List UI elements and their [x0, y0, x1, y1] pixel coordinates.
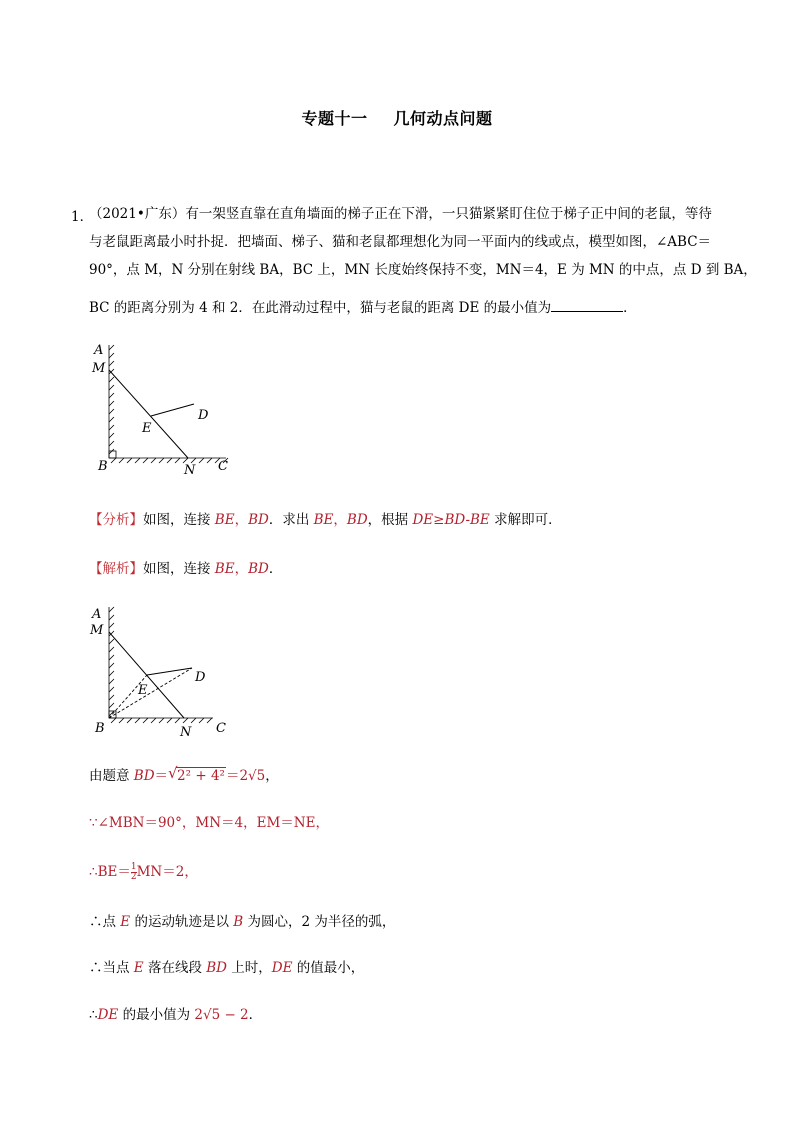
- analysis-bd: BD: [248, 512, 269, 528]
- question-line-1: （2021•广东）有一架竖直靠在直角墙面的梯子正在下滑，一只猫紧紧盯住位于梯子正中间的老鼠，等待: [89, 206, 712, 222]
- step-1-prefix: 由题意: [89, 768, 134, 784]
- step-4-b-vertex: B: [233, 914, 244, 930]
- step-3-a: ∴BE＝: [89, 864, 131, 880]
- label-m: M: [92, 361, 106, 376]
- final-answer: 2√5 − 2: [194, 1007, 249, 1023]
- step-4: [89, 912, 395, 932]
- label-a: A: [94, 343, 104, 358]
- label-d: D: [198, 408, 209, 423]
- step-3: [89, 862, 198, 882]
- analysis-inequality: DE≥BD-BE: [412, 512, 490, 528]
- solution-bd: BD: [248, 561, 269, 577]
- label-b-2: B: [95, 721, 105, 736]
- figure-1: [88, 340, 248, 480]
- wall-hatching-2: [109, 607, 213, 723]
- label-m-2: M: [90, 623, 104, 638]
- step-5: [89, 958, 364, 978]
- right-angle-marker: [109, 451, 116, 458]
- question-line-4-text: BC 的距离分别为 4 和 2．在此滑动过程中，猫与老鼠的距离 DE 的最小值为: [89, 300, 552, 316]
- solution-sep: ，: [234, 561, 249, 577]
- solution-text: 如图，连接: [143, 561, 215, 577]
- step-1-radical: √ 2² + 4²: [168, 764, 225, 784]
- step-6-a: ∴: [89, 1007, 98, 1023]
- question-line-3: 90°，点 M，N 分别在射线 BA，BC 上，MN 长度始终保持不变，MN＝4，E 为 MN 的中点，点 D 到 BA，: [89, 262, 757, 278]
- label-n: N: [184, 463, 196, 478]
- label-e-2: E: [138, 683, 148, 698]
- solution-line: [89, 559, 282, 579]
- dashed-bd: [109, 668, 192, 718]
- step-5-d: 的值最小，: [292, 960, 365, 976]
- question-line-2: 与老鼠距离最小时扑捉．把墙面、梯子、猫和老鼠都理想化为同一平面内的线或点，模型如图，∠ABC＝: [89, 234, 712, 250]
- step-1-radicand: 2² + 4²: [177, 768, 225, 784]
- step-5-bd: BD: [206, 960, 227, 976]
- step-4-b: 的运动轨迹是以: [130, 914, 234, 930]
- wall-hatching: [109, 345, 228, 463]
- step-5-a: ∴当点: [89, 960, 134, 976]
- title-left: 专题十一: [301, 109, 368, 128]
- step-6-end: ．: [248, 1007, 263, 1023]
- fraction-numerator: 1: [130, 862, 137, 872]
- solution-end: ．: [268, 561, 283, 577]
- solution-tag: 【解析】: [89, 561, 143, 577]
- analysis-sep-2: ，: [333, 512, 347, 528]
- analysis-text-c: ，根据: [367, 512, 413, 528]
- step-5-b: 落在线段: [143, 960, 207, 976]
- label-e: E: [142, 421, 152, 436]
- ladder-mn: [109, 370, 188, 458]
- analysis-tag: 【分析】: [89, 512, 143, 528]
- step-1-result: ＝2√5: [225, 768, 266, 784]
- step-1-end: ，: [265, 768, 279, 784]
- step-6-b: 的最小值为: [118, 1007, 195, 1023]
- analysis-text-b: ．求出: [268, 512, 314, 528]
- analysis-sep: ，: [234, 512, 249, 528]
- segment-ed-2: [147, 668, 192, 675]
- analysis-text-a: 如图，连接: [143, 512, 215, 528]
- label-n-2: N: [180, 725, 192, 740]
- step-5-e: E: [133, 960, 144, 976]
- step-4-e: E: [120, 914, 131, 930]
- step-1: [89, 766, 279, 786]
- title-right: 几何动点问题: [393, 109, 493, 128]
- label-b: B: [98, 459, 108, 474]
- step-4-c: 为圆心，2 为半径的弧，: [243, 914, 396, 930]
- analysis-be-2: BE: [313, 512, 334, 528]
- analysis-bd-2: BD: [346, 512, 368, 528]
- page-title: [0, 106, 794, 129]
- label-c-2: C: [216, 721, 226, 736]
- analysis-be: BE: [214, 512, 235, 528]
- step-6-de: DE: [97, 1007, 119, 1023]
- fraction-denominator: 2: [130, 872, 137, 882]
- label-d-2: D: [195, 670, 206, 685]
- analysis-line: [89, 510, 562, 530]
- segment-ed: [151, 404, 194, 416]
- solution-be: BE: [214, 561, 235, 577]
- step-5-de: DE: [271, 960, 293, 976]
- question-line-4: [89, 298, 729, 318]
- step-1-bd: BD: [133, 768, 155, 784]
- step-5-c: 上时，: [227, 960, 272, 976]
- step-2: ∵∠MBN＝90°，MN＝4，EM＝NE，: [89, 815, 329, 831]
- question-line-4-end: ．: [623, 300, 637, 316]
- step-3-b: MN＝2，: [136, 864, 198, 880]
- step-1-eq: ＝: [154, 768, 169, 784]
- figure-2: [88, 602, 248, 742]
- step-4-a: ∴点: [89, 914, 121, 930]
- answer-blank[interactable]: [551, 299, 623, 312]
- analysis-text-d: 求解即可．: [489, 512, 562, 528]
- label-c: C: [218, 459, 228, 474]
- question-number: 1．: [71, 209, 94, 225]
- step-6: [89, 1005, 262, 1025]
- label-a-2: A: [92, 607, 102, 622]
